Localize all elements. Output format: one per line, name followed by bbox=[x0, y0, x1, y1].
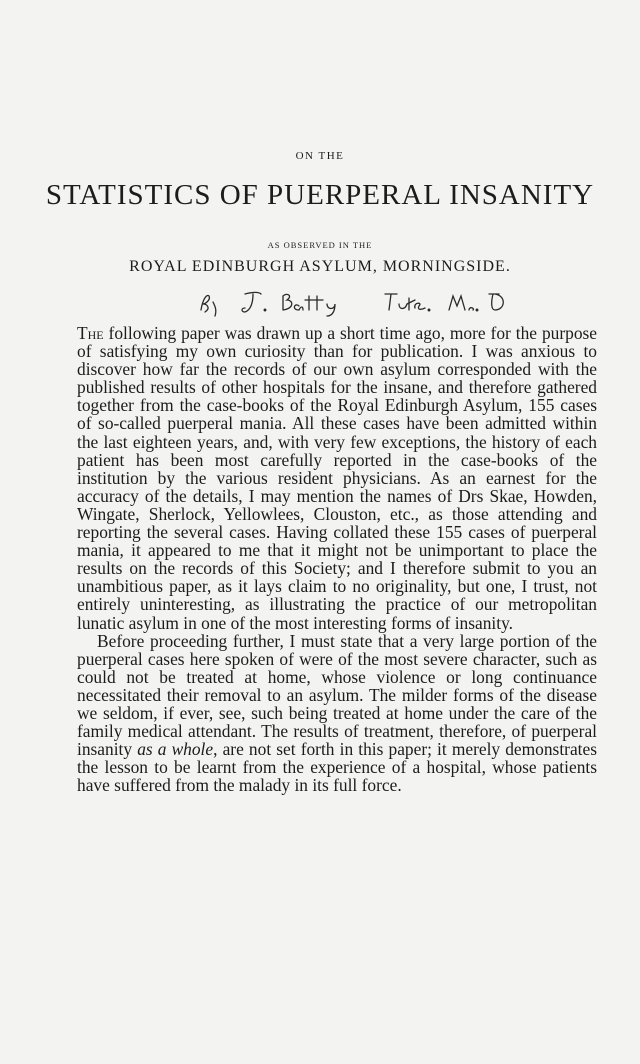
paragraph-2 bbox=[77, 632, 597, 795]
kicker: ON THE bbox=[295, 150, 345, 162]
paragraph-1-text: following paper was drawn up a short time ago, more for the purpose of satisfying my own curiosity than for publication. I was anxious to discover how far the records of our own asylum corresponded with the published results of other hospitals for the insane, and therefore gathered together from the case-books of the Royal Edinburgh Asylum, 155 cases of so-called puerperal mania. All these cases have been admitted within the last eighteen years, and, with very few exceptions, the history of each patient has been most carefully reported in the case-books of the institution by the various resident physicians. As an earnest for the accuracy of the details, I may mention the names of Drs Skae, Howden, Wingate, Sherlock, Yellowlees, Clouston, etc., as those attending and reporting the several cases. Having collated these 155 cases of puerperal mania, it appeared to me that it might not be unimportant to place the results on the records of this Society; and I therefore submit to you an unambitious paper, as it lays claim to no originality, but one, I trust, not entirely uninteresting, as illustrating the practice of our metropolitan lunatic asylum in one of the most interesting forms of insanity. bbox=[77, 323, 597, 633]
institution-name: ROYAL EDINBURGH ASYLUM, MORNINGSIDE. bbox=[129, 258, 511, 275]
paragraph-1 bbox=[77, 324, 597, 632]
subtitle: AS OBSERVED IN THE bbox=[267, 240, 373, 250]
paragraph-2-text-a: Before proceeding further, I must state that a very large portion of the puerperal cases here spoken of were of the most severe character, such as could not be treated at home, whose violence or long continuance necessitated their removal to an asylum. The milder forms of the disease we seldom, if ever, see, such being treated at home under the care of the family medical attendant. The results of treatment, therefore, of puerperal insanity bbox=[77, 630, 597, 760]
emphasis-phrase: as a whole bbox=[137, 739, 214, 760]
article-title: STATISTICS OF PUERPERAL INSANITY bbox=[45, 179, 595, 211]
article-body bbox=[77, 324, 597, 794]
paragraph-2-text-b: , are not set forth in this paper; it merely demonstrates the lesson to be learnt from the experience of a hospital, whose patients have suffered from the malady in its full force. bbox=[77, 739, 597, 796]
lead-word: The bbox=[77, 323, 104, 343]
handwritten-signature bbox=[195, 288, 525, 318]
